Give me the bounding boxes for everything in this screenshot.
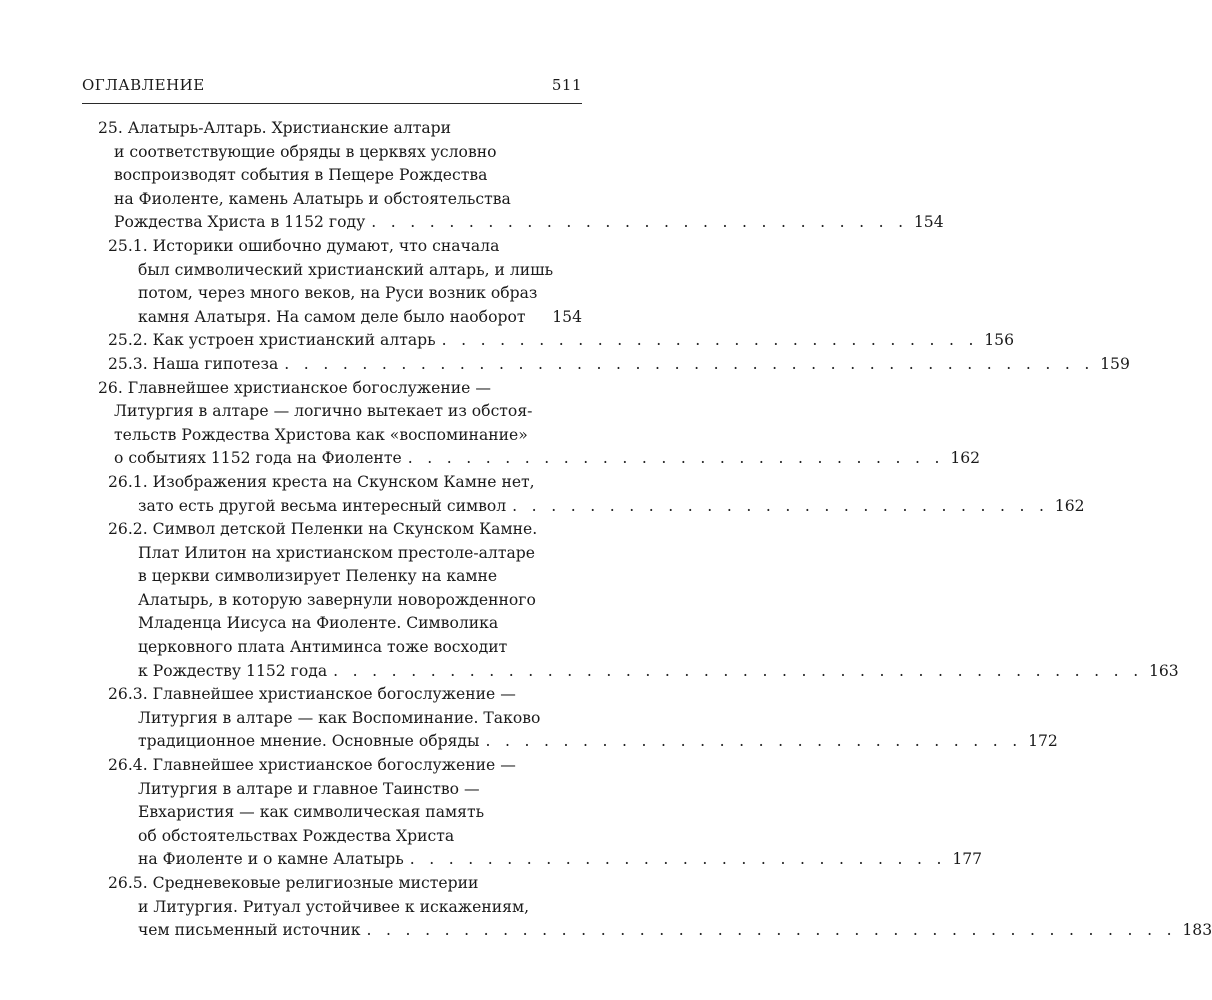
- toc-entry-25-3[interactable]: [82, 353, 1130, 377]
- toc-page-number: 172: [1028, 732, 1058, 751]
- toc-line: воспроизводят события в Пещере Рождества: [114, 166, 488, 185]
- toc-entry-25[interactable]: [82, 211, 944, 235]
- toc-entry-26-5[interactable]: [82, 919, 1212, 943]
- leader-dots: . . . . . . . . . . . . . . . . . . . . . . . . . . . .: [409, 850, 947, 869]
- toc-line: потом, через много веков, на Руси возник образ: [138, 284, 538, 303]
- header-page-number: 511: [551, 76, 582, 94]
- toc-line: 25.1. Историки ошибочно думают, что сначала: [108, 236, 500, 255]
- toc-line: Младенца Иисуса на Фиоленте. Символика: [138, 614, 499, 633]
- leader-dots: . . . . . . . . . . . . . . . . . . . . . . . . . . . . . . . . . . . . . . . . . .: [366, 921, 1177, 940]
- toc-page-number: 177: [952, 850, 983, 869]
- toc-line: Литургия в алтаре и главное Таинство —: [138, 779, 480, 798]
- leader-dots: . . . . . . . . . . . . . . . . . . . . . . . . . . . .: [407, 449, 945, 468]
- toc-page-number: 154: [913, 213, 944, 232]
- toc-line: Литургия в алтаре — как Воспоминание. Таково: [138, 708, 541, 727]
- toc-line: на Фиоленте, камень Алатырь и обстоятельства: [114, 189, 511, 208]
- toc-line: о событиях 1152 года на Фиоленте: [114, 449, 402, 468]
- leader-dots: . . . . . . . . . . . . . . . . . . . . . . . . . . . .: [441, 331, 979, 350]
- toc-entry-26[interactable]: [82, 447, 981, 471]
- toc-line: 25.2. Как устроен христианский алтарь: [108, 331, 436, 350]
- table-of-contents: [82, 117, 1212, 943]
- toc-line: 26.3. Главнейшее христианское богослужение —: [108, 685, 516, 704]
- toc-line: 26.5. Средневековые религиозные мистерии: [108, 874, 479, 892]
- toc-entry-26-2[interactable]: [82, 660, 1179, 684]
- toc-line: камня Алатыря. На самом деле было наоборот: [138, 307, 526, 326]
- toc-line: 26.1. Изображения креста на Скунском Камне нет,: [108, 472, 535, 491]
- leader-dots: . . . . . . . . . . . . . . . . . . . . . . . . . . . .: [512, 496, 1049, 515]
- toc-line: Алатырь, в которую завернули новорожденного: [138, 590, 536, 609]
- toc-line: 26.4. Главнейшее христианское богослужение —: [108, 756, 516, 775]
- running-header: [82, 76, 582, 98]
- toc-line: зато есть другой весьма интересный символ: [138, 496, 507, 515]
- toc-page-number: 162: [950, 449, 981, 468]
- toc-line: об обстоятельствах Рождества Христа: [138, 826, 455, 845]
- book-page: [82, 0, 1212, 1000]
- header-title: ОГЛАВЛЕНИЕ: [82, 76, 205, 94]
- toc-line: традиционное мнение. Основные обряды: [138, 732, 480, 751]
- toc-line: 26. Главнейшее христианское богослужение —: [98, 378, 491, 397]
- toc-line: к Рождеству 1152 года: [138, 661, 328, 680]
- toc-line: Плат Илитон на христианском престоле-алтаре: [138, 543, 535, 562]
- header-rule: [82, 103, 582, 104]
- leader-dots: . . . . . . . . . . . . . . . . . . . . . . . . . . . .: [485, 732, 1023, 751]
- toc-entry-26-3[interactable]: [82, 730, 1058, 754]
- toc-line: в церкви символизирует Пеленку на камне: [138, 567, 498, 586]
- toc-page-number: 162: [1054, 496, 1085, 515]
- toc-line: церковного плата Антиминса тоже восходит: [138, 638, 508, 657]
- leader-dots: . . . . . . . . . . . . . . . . . . . . . . . . . . . . . . . . . . . . . . . . . .: [333, 661, 1143, 680]
- toc-line: чем письменный источник: [138, 921, 361, 940]
- leader-dots: . . . . . . . . . . . . . . . . . . . . . . . . . . . .: [371, 213, 908, 232]
- toc-entry-25-1[interactable]: [82, 306, 582, 330]
- toc-page-number: 183: [1182, 921, 1212, 940]
- toc-line: Евхаристия — как символическая память: [138, 803, 485, 822]
- toc-line: тельств Рождества Христова как «воспоминание»: [114, 425, 528, 444]
- toc-line: на Фиоленте и о камне Алатырь: [138, 850, 404, 869]
- toc-line: Рождества Христа в 1152 году: [114, 213, 366, 232]
- toc-entry-26-4[interactable]: [82, 848, 983, 872]
- toc-line: 25. Алатырь-Алтарь. Христианские алтари: [98, 119, 452, 137]
- toc-entry-25-2[interactable]: [82, 329, 1015, 353]
- toc-line: 25.3. Наша гипотеза: [108, 354, 279, 373]
- toc-page-number: 154: [552, 307, 582, 326]
- toc-line: и Литургия. Ритуал устойчивее к искажениям,: [138, 897, 530, 916]
- toc-line: был символический христианский алтарь, и лишь: [138, 260, 554, 279]
- toc-line: и соответствующие обряды в церквях условно: [114, 142, 497, 161]
- toc-line: 26.2. Символ детской Пеленки на Скунском Камне.: [108, 520, 538, 539]
- toc-page-number: 156: [984, 331, 1015, 350]
- toc-page-number: 163: [1148, 661, 1179, 680]
- leader-dots: . . . . . . . . . . . . . . . . . . . . . . . . . . . . . . . . . . . . . . . . . .: [284, 354, 1095, 373]
- toc-page-number: 159: [1100, 354, 1130, 373]
- toc-entry-26-1[interactable]: [82, 495, 1085, 519]
- toc-line: Литургия в алтаре — логично вытекает из обстоя-: [114, 402, 533, 421]
